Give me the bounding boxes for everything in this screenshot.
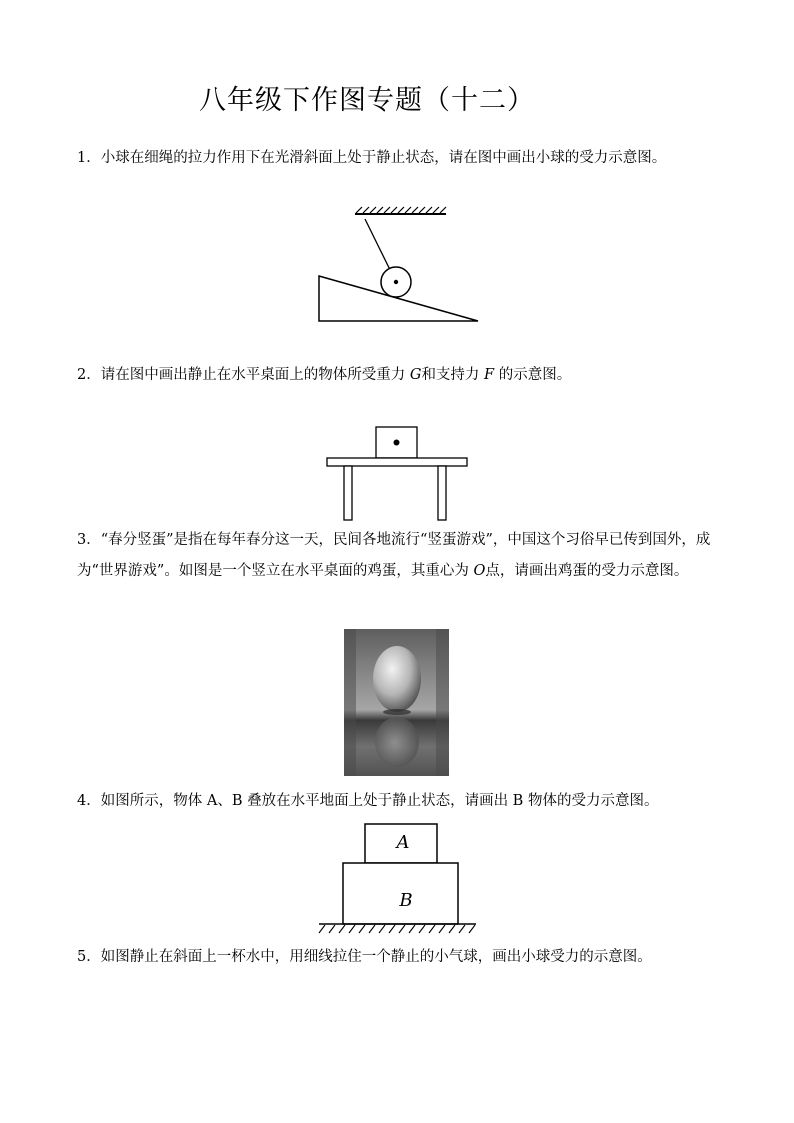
figure-3-standing-egg-photo [344, 629, 449, 776]
question-2-text-a: 请在图中画出静止在水平桌面上的物体所受重力 [100, 367, 410, 383]
question-3-text-a: “春分竖蛋”是指在每年春分这一天，民间各地流行“竖蛋游戏”，中国这个习俗早已传到国外，成为“世界游戏”。如图是一个竖立在水平桌面的鸡蛋，其重心为 [77, 532, 711, 579]
question-2-number: 2． [77, 367, 101, 383]
question-1 [77, 143, 717, 174]
question-2 [77, 360, 717, 391]
question-2-text-b: 和支持力 [421, 367, 485, 383]
question-1-number: 1． [77, 150, 101, 166]
question-5-number: 5． [77, 949, 101, 965]
question-4-text: 如图所示，物体 A、B 叠放在水平地面上处于静止状态，请画出 B 物体的受力示意图。 [100, 793, 659, 809]
question-3-number: 3． [77, 532, 101, 548]
figure-2-object-on-table [320, 420, 475, 525]
question-3-text-b: 点，请画出鸡蛋的受力示意图。 [485, 563, 689, 579]
question-4 [77, 786, 717, 817]
question-3 [77, 525, 717, 587]
block-a-label: A [396, 832, 410, 853]
figure-1-ball-on-incline [310, 200, 485, 330]
page-title: 八年级下作图专题（十二） [199, 85, 535, 116]
figure-4-stacked-blocks [315, 818, 480, 940]
block-b-label: B [399, 890, 413, 911]
question-5 [77, 942, 717, 973]
symbol-o: O [473, 563, 486, 579]
question-2-text-c: 的示意图。 [494, 367, 572, 383]
question-4-number: 4． [77, 793, 101, 809]
symbol-f: F [484, 367, 495, 383]
question-1-text: 小球在细绳的拉力作用下在光滑斜面上处于静止状态，请在图中画出小球的受力示意图。 [100, 150, 667, 166]
symbol-g: G [409, 367, 422, 383]
question-5-text: 如图静止在斜面上一杯水中，用细线拉住一个静止的小气球，画出小球受力的示意图。 [100, 949, 652, 965]
